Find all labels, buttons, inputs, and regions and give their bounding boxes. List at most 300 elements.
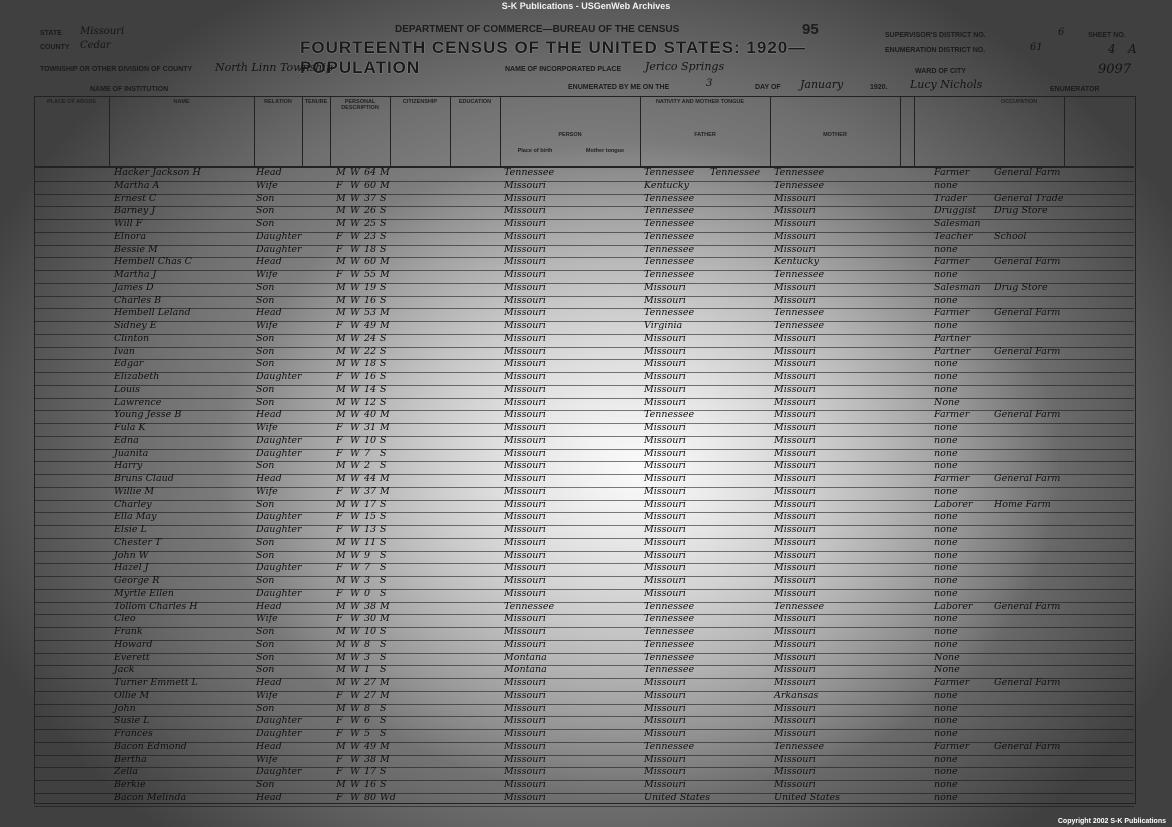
cell-name: Charles B bbox=[114, 294, 162, 306]
cell-age: 38 bbox=[364, 753, 377, 765]
cell-age: 13 bbox=[364, 524, 377, 535]
cell-name: Martha J bbox=[114, 269, 157, 280]
cell-sex: M bbox=[336, 651, 346, 663]
enumerator-name: Lucy Nichols bbox=[910, 78, 983, 91]
cell-occupation: none bbox=[934, 294, 958, 306]
state-value: Missouri bbox=[80, 26, 125, 37]
cell-mother: Missouri bbox=[774, 549, 816, 561]
cell-birth: Missouri bbox=[504, 473, 546, 484]
cell-father: Missouri bbox=[644, 753, 686, 765]
cell-age: 37 bbox=[364, 192, 377, 204]
cell-father: Missouri bbox=[644, 485, 686, 497]
cell-name: Zella bbox=[114, 766, 138, 778]
cell-father: Tennessee bbox=[644, 664, 695, 676]
cell-marital: S bbox=[380, 447, 387, 459]
cell-relation: Son bbox=[256, 358, 275, 370]
cell-mother: Missouri bbox=[774, 383, 816, 395]
nativity-header: NATIVITY AND MOTHER TONGUE bbox=[655, 99, 745, 105]
cell-race: W bbox=[350, 536, 360, 548]
cell-father: Tennessee bbox=[644, 409, 695, 421]
cell-sex: F bbox=[336, 753, 343, 765]
cell-relation: Daughter bbox=[256, 434, 302, 446]
cell-race: W bbox=[350, 383, 360, 395]
cell-sex: F bbox=[336, 728, 343, 739]
cell-relation: Son bbox=[256, 549, 275, 561]
cell-mother: Missouri bbox=[774, 485, 816, 497]
cell-marital: S bbox=[380, 779, 387, 790]
cell-relation: Wife bbox=[256, 179, 278, 191]
cell-name: John W bbox=[114, 549, 149, 561]
cell-race: W bbox=[350, 473, 360, 484]
cell-relation: Wife bbox=[256, 320, 278, 331]
cell-name: Harry bbox=[114, 460, 143, 472]
cell-marital: S bbox=[380, 358, 387, 370]
cell-marital: S bbox=[380, 371, 387, 382]
cell-relation: Daughter bbox=[256, 524, 302, 535]
cell-age: 18 bbox=[364, 243, 377, 255]
enumerator-label: ENUMERATOR bbox=[1050, 86, 1100, 93]
state-label: STATE bbox=[40, 30, 62, 37]
cell-relation: Son bbox=[256, 205, 275, 217]
cell-race: W bbox=[350, 677, 360, 688]
cell-relation: Son bbox=[256, 345, 275, 357]
cell-relation: Wife bbox=[256, 689, 278, 701]
cell-occupation: Partner bbox=[934, 332, 971, 344]
department-title: DEPARTMENT OF COMMERCE—BUREAU OF THE CENSUS bbox=[395, 24, 680, 35]
cell-race: W bbox=[350, 664, 360, 676]
cell-birth: Missouri bbox=[504, 434, 546, 446]
cell-age: 49 bbox=[364, 740, 377, 752]
cell-relation: Son bbox=[256, 664, 275, 676]
cell-marital: S bbox=[380, 728, 387, 739]
cell-sex: F bbox=[336, 434, 343, 446]
cell-name: Everett bbox=[114, 651, 150, 663]
cell-name: Young Jesse B bbox=[114, 409, 182, 421]
cell-name: Frances bbox=[114, 728, 153, 739]
cell-father: Tennessee bbox=[644, 205, 695, 217]
cell-sex: M bbox=[336, 638, 346, 650]
cell-occupation: none bbox=[934, 485, 958, 497]
cell-birth: Montana bbox=[504, 651, 547, 663]
cell-father: Missouri bbox=[644, 281, 686, 293]
cell-age: 40 bbox=[364, 409, 377, 421]
cell-occupation: none bbox=[934, 587, 958, 599]
cell-sex: F bbox=[336, 485, 343, 497]
cell-relation: Son bbox=[256, 332, 275, 344]
cell-race: W bbox=[350, 613, 360, 625]
cell-race: W bbox=[350, 281, 360, 293]
cell-relation: Wife bbox=[256, 613, 278, 625]
cell-sex: F bbox=[336, 791, 343, 803]
cell-race: W bbox=[350, 218, 360, 229]
cell-relation: Son bbox=[256, 651, 275, 663]
cell-mother: Missouri bbox=[774, 371, 816, 382]
cell-relation: Daughter bbox=[256, 587, 302, 599]
place-label: NAME OF INCORPORATED PLACE bbox=[505, 66, 622, 73]
cell-sex: F bbox=[336, 524, 343, 535]
cell-mother: Tennessee bbox=[774, 740, 825, 752]
cell-age: 19 bbox=[364, 281, 377, 293]
cell-marital: S bbox=[380, 345, 387, 357]
cell-father: Missouri bbox=[644, 715, 686, 727]
cell-sex: M bbox=[336, 600, 346, 612]
cell-mother: Missouri bbox=[774, 434, 816, 446]
cell-birth: Missouri bbox=[504, 702, 546, 714]
cell-sex: M bbox=[336, 294, 346, 306]
cell-birth: Missouri bbox=[504, 332, 546, 344]
cell-age: 3 bbox=[364, 651, 371, 663]
cell-occupation: none bbox=[934, 689, 958, 701]
cell-relation: Wife bbox=[256, 485, 278, 497]
cell-father: Virginia bbox=[644, 320, 683, 331]
cell-race: W bbox=[350, 307, 360, 319]
cell-birth: Missouri bbox=[504, 256, 546, 268]
cell-race: W bbox=[350, 434, 360, 446]
cell-sex: M bbox=[336, 345, 346, 357]
cell-occupation: none bbox=[934, 575, 958, 586]
cell-occupation: Farmer bbox=[934, 256, 970, 268]
cell-race: W bbox=[350, 358, 360, 370]
cell-sex: M bbox=[336, 549, 346, 561]
cell-mother: Missouri bbox=[774, 230, 816, 242]
cell-relation: Wife bbox=[256, 753, 278, 765]
cell-sex: F bbox=[336, 371, 343, 382]
cell-name: Lawrence bbox=[114, 396, 162, 408]
cell-industry: General Farm bbox=[994, 307, 1061, 319]
cell-occupation: none bbox=[934, 447, 958, 459]
cell-relation: Son bbox=[256, 294, 275, 306]
cell-occupation: none bbox=[934, 179, 958, 191]
cell-birth: Missouri bbox=[504, 371, 546, 382]
cell-father: Missouri bbox=[644, 345, 686, 357]
cell-race: W bbox=[350, 511, 360, 523]
cell-birth: Missouri bbox=[504, 422, 546, 433]
cell-occupation: none bbox=[934, 511, 958, 523]
cell-birth: Missouri bbox=[504, 230, 546, 242]
cell-marital: S bbox=[380, 575, 387, 586]
cell-race: W bbox=[350, 320, 360, 331]
county-label: COUNTY bbox=[40, 44, 70, 51]
cell-relation: Son bbox=[256, 626, 275, 637]
cell-birth: Missouri bbox=[504, 689, 546, 701]
cell-occupation: Trader bbox=[934, 192, 967, 204]
cell-name: Ollie M bbox=[114, 689, 150, 701]
cell-industry: Drug Store bbox=[994, 205, 1048, 217]
cell-mother: Missouri bbox=[774, 524, 816, 535]
cell-race: W bbox=[350, 524, 360, 535]
sheet-letter-value: A bbox=[1128, 42, 1137, 56]
cell-occupation: Salesman bbox=[934, 281, 981, 293]
cell-marital: S bbox=[380, 664, 387, 676]
cell-marital: S bbox=[380, 715, 387, 727]
cell-birth: Missouri bbox=[504, 383, 546, 395]
cell-relation: Son bbox=[256, 638, 275, 650]
cell-relation: Son bbox=[256, 779, 275, 790]
township-value: North Linn Township bbox=[215, 61, 333, 74]
name-header: NAME bbox=[173, 99, 190, 105]
cell-mother: Tennessee bbox=[774, 179, 825, 191]
cell-age: 14 bbox=[364, 383, 377, 395]
cell-sex: M bbox=[336, 779, 346, 790]
cell-age: 17 bbox=[364, 766, 377, 778]
cell-relation: Head bbox=[256, 167, 282, 178]
cell-name: Louis bbox=[114, 383, 141, 395]
cell-relation: Daughter bbox=[256, 371, 302, 382]
cell-mother: Missouri bbox=[774, 281, 816, 293]
cell-sex: M bbox=[336, 575, 346, 586]
cell-birth: Missouri bbox=[504, 205, 546, 217]
cell-occupation: none bbox=[934, 524, 958, 535]
cell-mother: Missouri bbox=[774, 651, 816, 663]
cell-marital: S bbox=[380, 281, 387, 293]
cell-birth: Missouri bbox=[504, 358, 546, 370]
birthplace-header: Place of birth bbox=[517, 148, 553, 154]
cell-age: 10 bbox=[364, 434, 377, 446]
cell-occupation: none bbox=[934, 434, 958, 446]
cell-mother: Missouri bbox=[774, 562, 816, 574]
cell-race: W bbox=[350, 230, 360, 242]
relation-header: RELATION bbox=[264, 99, 292, 105]
cell-marital: S bbox=[380, 498, 387, 510]
cell-marital: M bbox=[380, 600, 390, 612]
cell-mother: Missouri bbox=[774, 626, 816, 637]
cell-sex: F bbox=[336, 269, 343, 280]
cell-birth: Missouri bbox=[504, 409, 546, 421]
cell-father: Missouri bbox=[644, 434, 686, 446]
cell-race: W bbox=[350, 549, 360, 561]
cell-father: Missouri bbox=[644, 536, 686, 548]
cell-race: W bbox=[350, 332, 360, 344]
cell-father: Missouri bbox=[644, 689, 686, 701]
tenure-header: TENURE bbox=[304, 99, 328, 105]
enumerated-label: ENUMERATED BY ME ON THE bbox=[568, 84, 670, 91]
cell-occupation: none bbox=[934, 753, 958, 765]
cell-father: Missouri bbox=[644, 473, 686, 484]
cell-relation: Head bbox=[256, 740, 282, 752]
cell-relation: Son bbox=[256, 702, 275, 714]
cell-sex: M bbox=[336, 740, 346, 752]
cell-mother: Missouri bbox=[774, 192, 816, 204]
cell-occupation: None bbox=[934, 664, 960, 676]
cell-name: Tollom Charles H bbox=[114, 600, 198, 612]
cell-race: W bbox=[350, 243, 360, 255]
cell-industry: General Trade bbox=[994, 192, 1064, 204]
cell-birth: Missouri bbox=[504, 626, 546, 637]
cell-father: Missouri bbox=[644, 498, 686, 510]
cell-industry: Home Farm bbox=[994, 498, 1051, 510]
cell-marital: M bbox=[380, 269, 390, 280]
cell-race: W bbox=[350, 422, 360, 433]
cell-age: 60 bbox=[364, 256, 377, 268]
cell-sex: M bbox=[336, 205, 346, 217]
cell-marital: M bbox=[380, 256, 390, 268]
cell-marital: M bbox=[380, 613, 390, 625]
cell-race: W bbox=[350, 791, 360, 803]
cell-marital: M bbox=[380, 307, 390, 319]
cell-mother: Arkansas bbox=[774, 689, 819, 701]
cell-occupation: none bbox=[934, 728, 958, 739]
sheet-label: SHEET NO. bbox=[1088, 32, 1126, 39]
cell-mother: Missouri bbox=[774, 409, 816, 421]
cell-marital: S bbox=[380, 587, 387, 599]
cell-father: Missouri bbox=[644, 358, 686, 370]
cell-race: W bbox=[350, 485, 360, 497]
education-header: EDUCATION bbox=[458, 99, 492, 105]
cell-occupation: none bbox=[934, 715, 958, 727]
cell-father: Tennessee bbox=[644, 307, 695, 319]
cell-birth: Missouri bbox=[504, 498, 546, 510]
cell-race: W bbox=[350, 638, 360, 650]
cell-sex: F bbox=[336, 447, 343, 459]
cell-marital: M bbox=[380, 409, 390, 421]
enumerated-month: January bbox=[800, 78, 844, 91]
cell-marital: S bbox=[380, 562, 387, 574]
county-value: Cedar bbox=[80, 40, 111, 51]
cell-name: Sidney E bbox=[114, 320, 157, 331]
cell-name: Susie L bbox=[114, 715, 150, 727]
cell-age: 7 bbox=[364, 447, 371, 459]
cell-marital: S bbox=[380, 332, 387, 344]
cell-occupation: none bbox=[934, 422, 958, 433]
cell-occupation: none bbox=[934, 243, 958, 255]
cell-marital: S bbox=[380, 243, 387, 255]
cell-birth: Missouri bbox=[504, 740, 546, 752]
cell-age: 24 bbox=[364, 332, 377, 344]
cell-marital: S bbox=[380, 460, 387, 472]
cell-age: 25 bbox=[364, 218, 377, 229]
cell-age: 38 bbox=[364, 600, 377, 612]
cell-father: Tennessee bbox=[644, 638, 695, 650]
cell-mother: Missouri bbox=[774, 587, 816, 599]
cell-mother: Missouri bbox=[774, 779, 816, 790]
cell-marital: M bbox=[380, 689, 390, 701]
sheet-no-value: 4 bbox=[1108, 42, 1116, 56]
cell-race: W bbox=[350, 740, 360, 752]
cell-father: Missouri bbox=[644, 524, 686, 535]
cell-sex: M bbox=[336, 460, 346, 472]
cell-birth: Tennessee bbox=[504, 600, 555, 612]
cell-sex: M bbox=[336, 409, 346, 421]
cell-relation: Son bbox=[256, 536, 275, 548]
cell-name: Cleo bbox=[114, 613, 136, 625]
cell-mother: Missouri bbox=[774, 218, 816, 229]
cell-relation: Daughter bbox=[256, 447, 302, 459]
cell-name: George R bbox=[114, 575, 160, 586]
cell-race: W bbox=[350, 651, 360, 663]
cell-birth: Missouri bbox=[504, 460, 546, 472]
cell-race: W bbox=[350, 766, 360, 778]
cell-name: Ella May bbox=[114, 511, 157, 523]
cell-industry: General Farm bbox=[994, 409, 1061, 421]
cell-birth: Missouri bbox=[504, 562, 546, 574]
cell-name: Hazel J bbox=[114, 562, 149, 574]
cell-birth: Missouri bbox=[504, 536, 546, 548]
cell-name: Bacon Melinda bbox=[114, 791, 187, 803]
cell-age: 12 bbox=[364, 396, 377, 408]
cell-age: 17 bbox=[364, 498, 377, 510]
cell-name: Chester T bbox=[114, 536, 162, 548]
cell-race: W bbox=[350, 396, 360, 408]
cell-father: Tennessee bbox=[644, 167, 695, 178]
cell-mother: Missouri bbox=[774, 575, 816, 586]
cell-age: 8 bbox=[364, 638, 371, 650]
day-of-label: DAY OF bbox=[755, 84, 781, 91]
cell-sex: M bbox=[336, 192, 346, 204]
cell-name: Charley bbox=[114, 498, 152, 510]
cell-marital: M bbox=[380, 740, 390, 752]
cell-marital: S bbox=[380, 192, 387, 204]
township-label: TOWNSHIP OR OTHER DIVISION OF COUNTY bbox=[40, 66, 193, 73]
cell-sex: M bbox=[336, 218, 346, 229]
cell-age: 8 bbox=[364, 702, 371, 714]
cell-birth: Missouri bbox=[504, 485, 546, 497]
cell-race: W bbox=[350, 715, 360, 727]
cell-father: Tennessee bbox=[644, 230, 695, 242]
cell-relation: Head bbox=[256, 677, 282, 688]
cell-marital: M bbox=[380, 167, 390, 178]
cell-sex: F bbox=[336, 766, 343, 778]
cell-industry: General Farm bbox=[994, 600, 1061, 612]
cell-birth: Montana bbox=[504, 664, 547, 676]
cell-marital: S bbox=[380, 396, 387, 408]
cell-birth: Missouri bbox=[504, 677, 546, 688]
cell-relation: Head bbox=[256, 307, 282, 319]
person-header: PERSON bbox=[558, 132, 582, 138]
cell-mother: Missouri bbox=[774, 243, 816, 255]
cell-age: 31 bbox=[364, 422, 377, 433]
cell-name: Bessie M bbox=[114, 243, 158, 255]
cell-race: W bbox=[350, 167, 360, 178]
cell-marital: S bbox=[380, 434, 387, 446]
cell-name: Ernest C bbox=[114, 192, 157, 204]
cell-age: 64 bbox=[364, 167, 377, 178]
cell-sex: F bbox=[336, 179, 343, 191]
cell-marital: S bbox=[380, 549, 387, 561]
cell-mother: United States bbox=[774, 791, 841, 803]
cell-age: 16 bbox=[364, 371, 377, 382]
cell-race: W bbox=[350, 587, 360, 599]
cell-marital: M bbox=[380, 320, 390, 331]
occupation-header: OCCUPATION bbox=[1000, 99, 1038, 105]
cell-father-tongue: Tennessee bbox=[710, 167, 761, 178]
cell-birth: Missouri bbox=[504, 613, 546, 625]
cell-father: Tennessee bbox=[644, 243, 695, 255]
cell-occupation: none bbox=[934, 613, 958, 625]
cell-occupation: Laborer bbox=[934, 498, 973, 510]
cell-marital: M bbox=[380, 422, 390, 433]
cell-name: Ivan bbox=[114, 345, 135, 357]
cell-age: 6 bbox=[364, 715, 371, 727]
cell-name: Berkie bbox=[114, 779, 146, 790]
cell-relation: Daughter bbox=[256, 715, 302, 727]
cell-race: W bbox=[350, 345, 360, 357]
cell-sex: M bbox=[336, 498, 346, 510]
cell-name: Turner Emmett L bbox=[114, 677, 198, 688]
cell-sex: F bbox=[336, 230, 343, 242]
cell-race: W bbox=[350, 779, 360, 790]
cell-name: Elizabeth bbox=[114, 371, 160, 382]
cell-father: Missouri bbox=[644, 702, 686, 714]
cell-industry: General Farm bbox=[994, 256, 1061, 268]
cell-occupation: none bbox=[934, 626, 958, 637]
cell-industry: Drug Store bbox=[994, 281, 1048, 293]
abode-header: PLACE OF ABODE bbox=[47, 99, 96, 105]
cell-race: W bbox=[350, 447, 360, 459]
place-value: Jerico Springs bbox=[645, 60, 725, 73]
cell-birth: Missouri bbox=[504, 728, 546, 739]
cell-sex: M bbox=[336, 281, 346, 293]
cell-birth: Missouri bbox=[504, 638, 546, 650]
